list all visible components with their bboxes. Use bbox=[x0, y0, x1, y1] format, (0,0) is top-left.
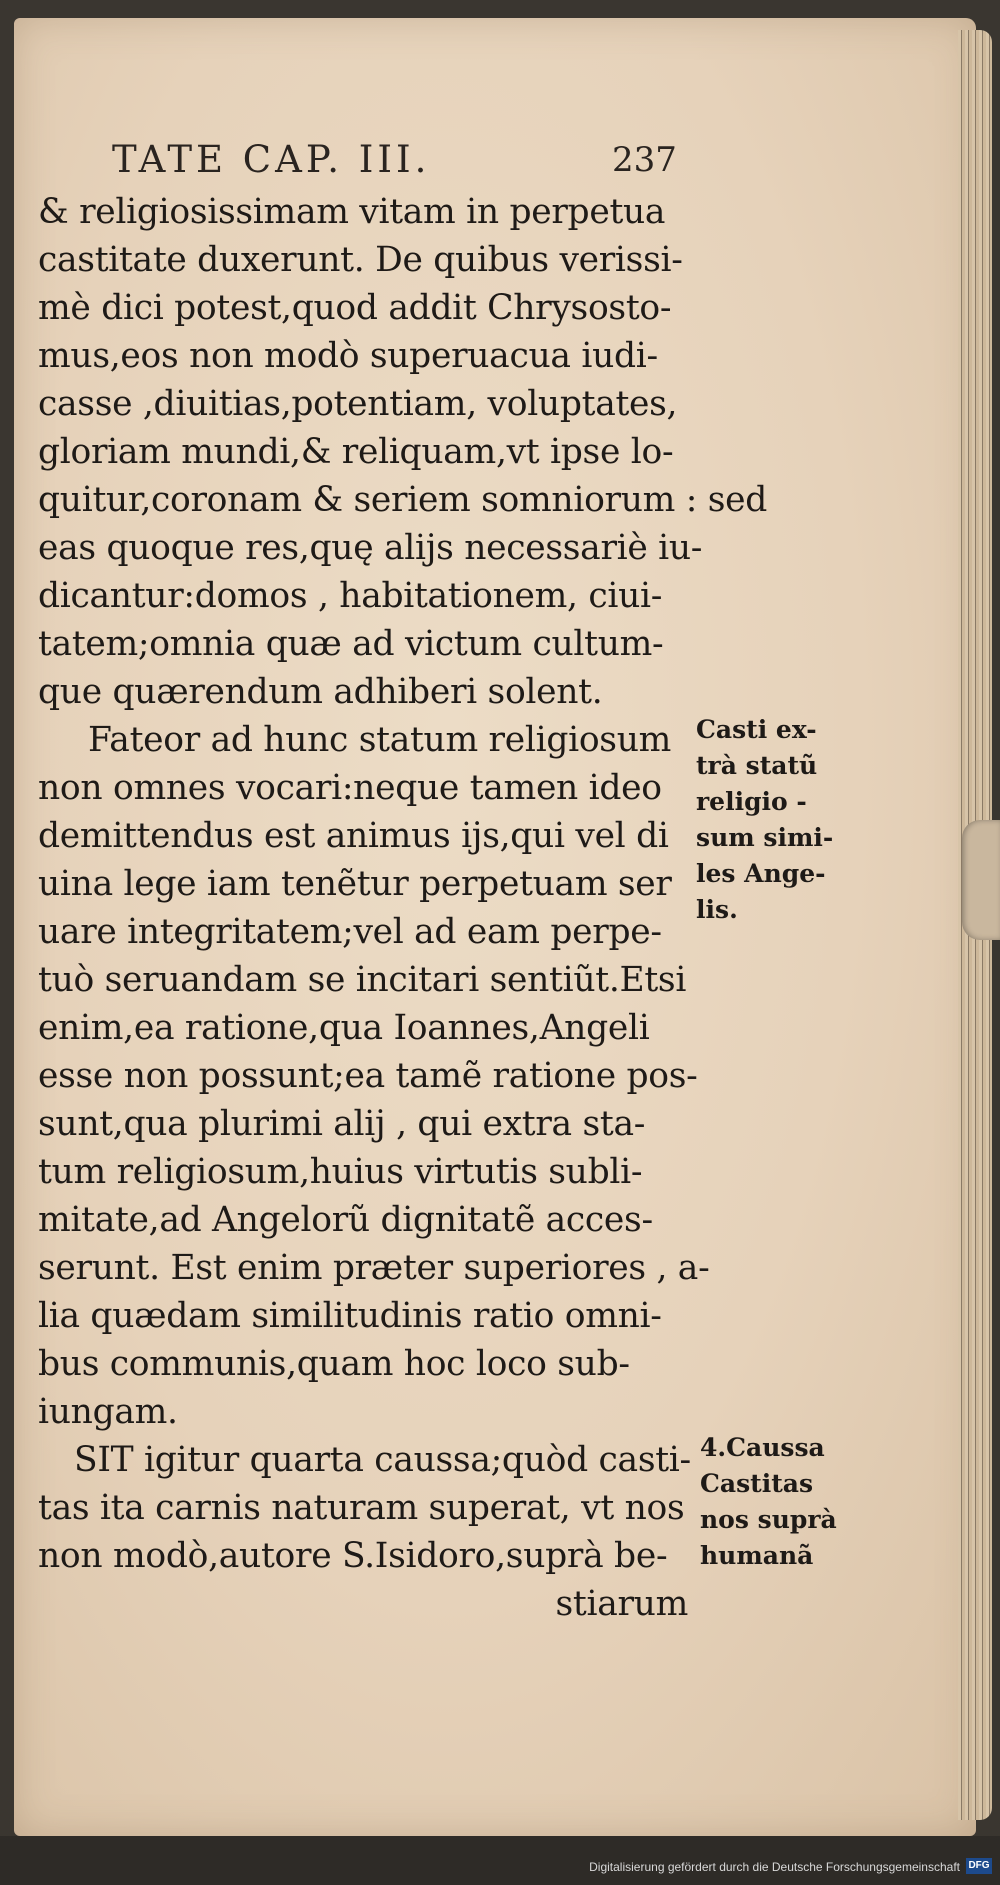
gloss-line: les Ange- bbox=[696, 859, 826, 888]
gloss-line: sum simi- bbox=[696, 823, 834, 852]
text-line: castitate duxerunt. De quibus verissi- bbox=[38, 240, 683, 280]
gloss-line: religio - bbox=[696, 787, 807, 816]
dfg-logo-icon: DFG bbox=[966, 1858, 992, 1874]
text-line: non modò,autore S.Isidoro,suprà be- bbox=[38, 1536, 668, 1576]
text-line: bus communis,quam hoc loco sub- bbox=[38, 1344, 630, 1384]
text-line: dicantur:domos , habitationem, ciui- bbox=[38, 576, 663, 616]
text-line: mitate,ad Angelorũ dignitatẽ acces- bbox=[38, 1200, 653, 1240]
text-line: uare integritatem;vel ad eam perpe- bbox=[38, 912, 662, 952]
gloss-line: lis. bbox=[696, 895, 738, 924]
gloss-line: trà statũ bbox=[696, 751, 818, 780]
text-line: eas quoque res,quę alijs necessariè iu- bbox=[38, 528, 703, 568]
catchword: stiarum bbox=[555, 1584, 688, 1624]
marginal-gloss-1 bbox=[696, 712, 833, 928]
text-line: Fateor ad hunc statum religiosum bbox=[88, 720, 672, 760]
text-line: serunt. Est enim præter superiores , a- bbox=[38, 1248, 710, 1288]
digitization-credit: Digitalisierung gefördert durch die Deutsche Forschungsgemeinschaft bbox=[589, 1860, 960, 1874]
marginal-gloss-2 bbox=[700, 1430, 837, 1574]
gloss-line: humanã bbox=[700, 1541, 814, 1570]
text-line: tas ita carnis naturam superat, vt nos bbox=[38, 1488, 685, 1528]
running-head: TATE CAP. III. bbox=[112, 138, 431, 181]
gloss-line: 4.Caussa bbox=[700, 1433, 825, 1462]
page-header bbox=[112, 135, 692, 185]
gloss-line: Casti ex- bbox=[696, 715, 817, 744]
text-line: casse ,diuitias,potentiam, voluptates, bbox=[38, 384, 678, 424]
text-line: lia quædam similitudinis ratio omni- bbox=[38, 1296, 662, 1336]
text-line: quitur,coronam & seriem somniorum : sed bbox=[38, 480, 768, 520]
text-line: tum religiosum,huius virtutis subli- bbox=[38, 1152, 643, 1192]
text-line: SIT igitur quarta caussa;quòd casti- bbox=[74, 1440, 691, 1480]
text-line: tuò seruandam se incitari sentiũt.Etsi bbox=[38, 960, 687, 1000]
gloss-line: nos suprà bbox=[700, 1505, 837, 1534]
page-number: 237 bbox=[612, 140, 677, 180]
text-line: mè dici potest,quod addit Chrysosto- bbox=[38, 288, 672, 328]
text-line: uina lege iam tenẽtur perpetuam ser bbox=[38, 864, 672, 904]
book-clasp bbox=[962, 820, 1000, 940]
gloss-line: Castitas bbox=[700, 1469, 814, 1498]
text-line: gloriam mundi,& reliquam,vt ipse lo- bbox=[38, 432, 674, 472]
text-line: sunt,qua plurimi alij , qui extra sta- bbox=[38, 1104, 646, 1144]
text-line: tatem;omnia quæ ad victum cultum- bbox=[38, 624, 664, 664]
text-line: enim,ea ratione,qua Ioannes,Angeli bbox=[38, 1008, 650, 1048]
text-line: esse non possunt;ea tamẽ ratione pos- bbox=[38, 1056, 698, 1096]
text-line: & religiosissimam vitam in perpetua bbox=[38, 192, 666, 232]
text-line: mus,eos non modò superuacua iudi- bbox=[38, 336, 658, 376]
text-line: non omnes vocari:neque tamen ideo bbox=[38, 768, 662, 808]
text-line: iungam. bbox=[38, 1392, 178, 1432]
text-line: demittendus est animus ijs,qui vel di bbox=[38, 816, 669, 856]
text-line: que quærendum adhiberi solent. bbox=[38, 672, 603, 712]
